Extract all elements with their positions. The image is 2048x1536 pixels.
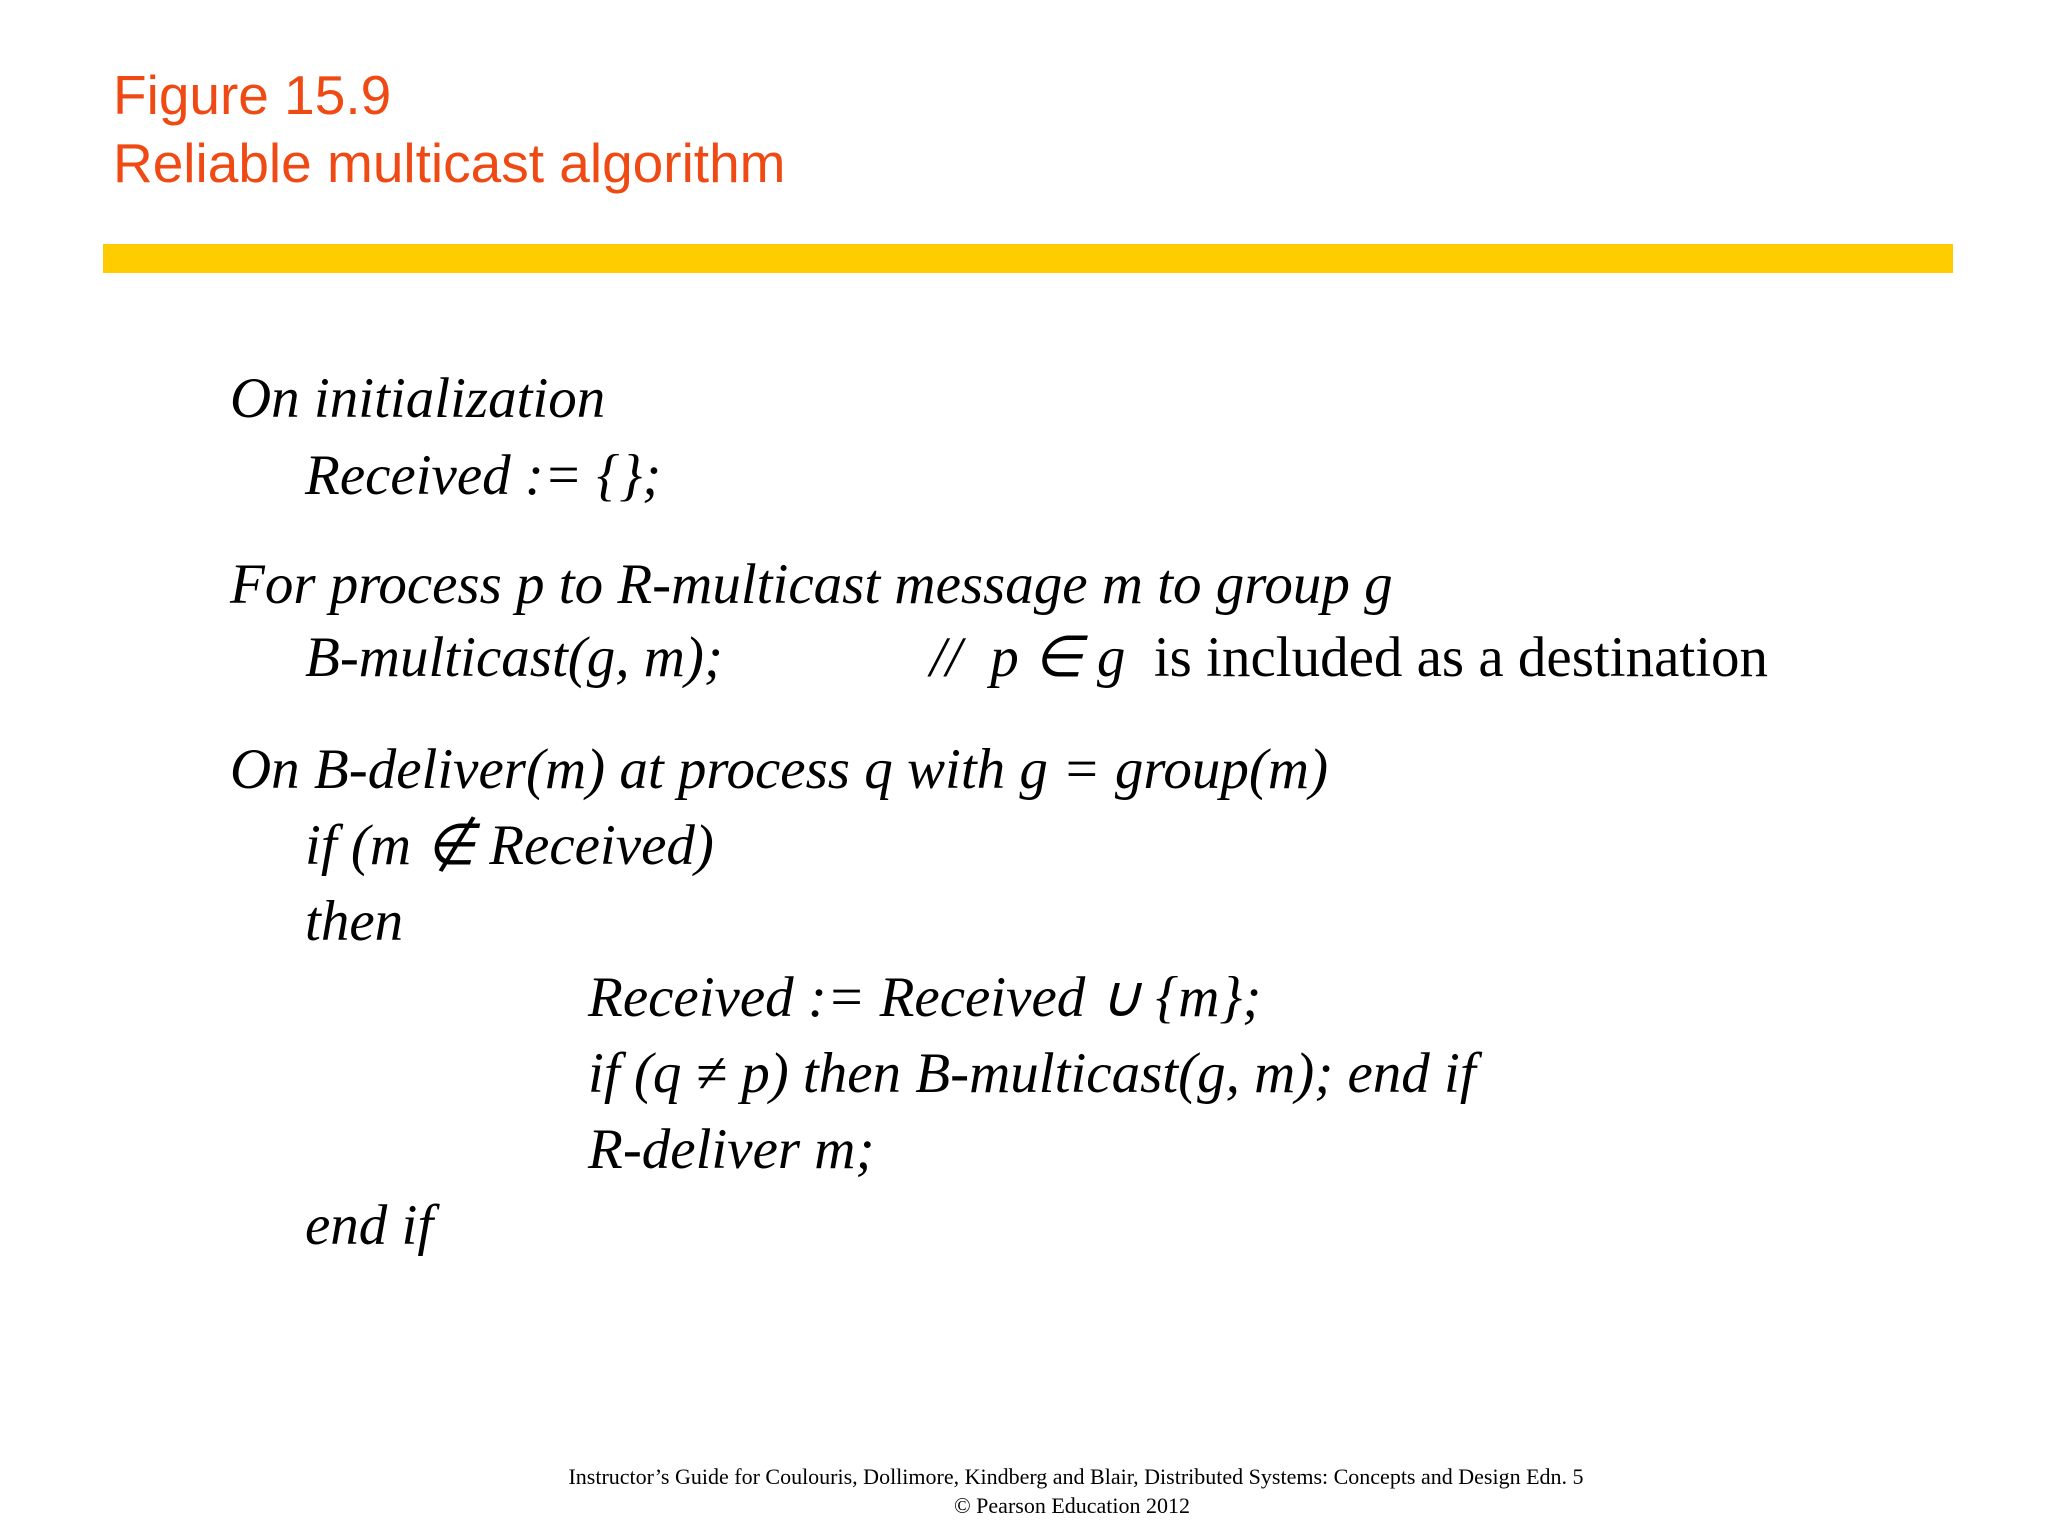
rmulticast-body: B-multicast(g, m); — [305, 626, 723, 689]
init-header: On initialization — [230, 367, 606, 430]
rmulticast-header: For process p to R-multicast message m to group g — [230, 553, 1393, 616]
comment-text: is included as a destination — [1153, 626, 1769, 689]
init-body: Received := {}; — [305, 444, 662, 507]
figure-number: Figure 15.9 — [113, 64, 392, 126]
footer-copyright: © Pearson Education 2012 — [953, 1493, 1191, 1518]
comment-slashes: // — [930, 626, 962, 689]
rdeliver-line: R-deliver m; — [588, 1118, 875, 1181]
end-if-line: end if — [305, 1194, 434, 1257]
rmulticast-comment — [930, 626, 1769, 689]
footer-citation: Instructor’s Guide for Coulouris, Dollimore, Kindberg and Blair, Distributed Systems: Concepts and Design Edn. 5 — [568, 1464, 1584, 1489]
update-received-line: Received := Received ∪ {m}; — [588, 966, 1262, 1029]
then-line: then — [305, 890, 404, 953]
comment-membership-expr: p ∈ g — [990, 626, 1126, 689]
if-not-received-line: if (m ∉ Received) — [305, 814, 714, 877]
title-divider-bar — [103, 244, 1953, 273]
bdeliver-header: On B-deliver(m) at process q with g = group(m) — [230, 738, 1329, 801]
figure-title: Reliable multicast algorithm — [113, 132, 786, 194]
inner-if-line: if (q ≠ p) then B-multicast(g, m); end if — [588, 1042, 1476, 1105]
